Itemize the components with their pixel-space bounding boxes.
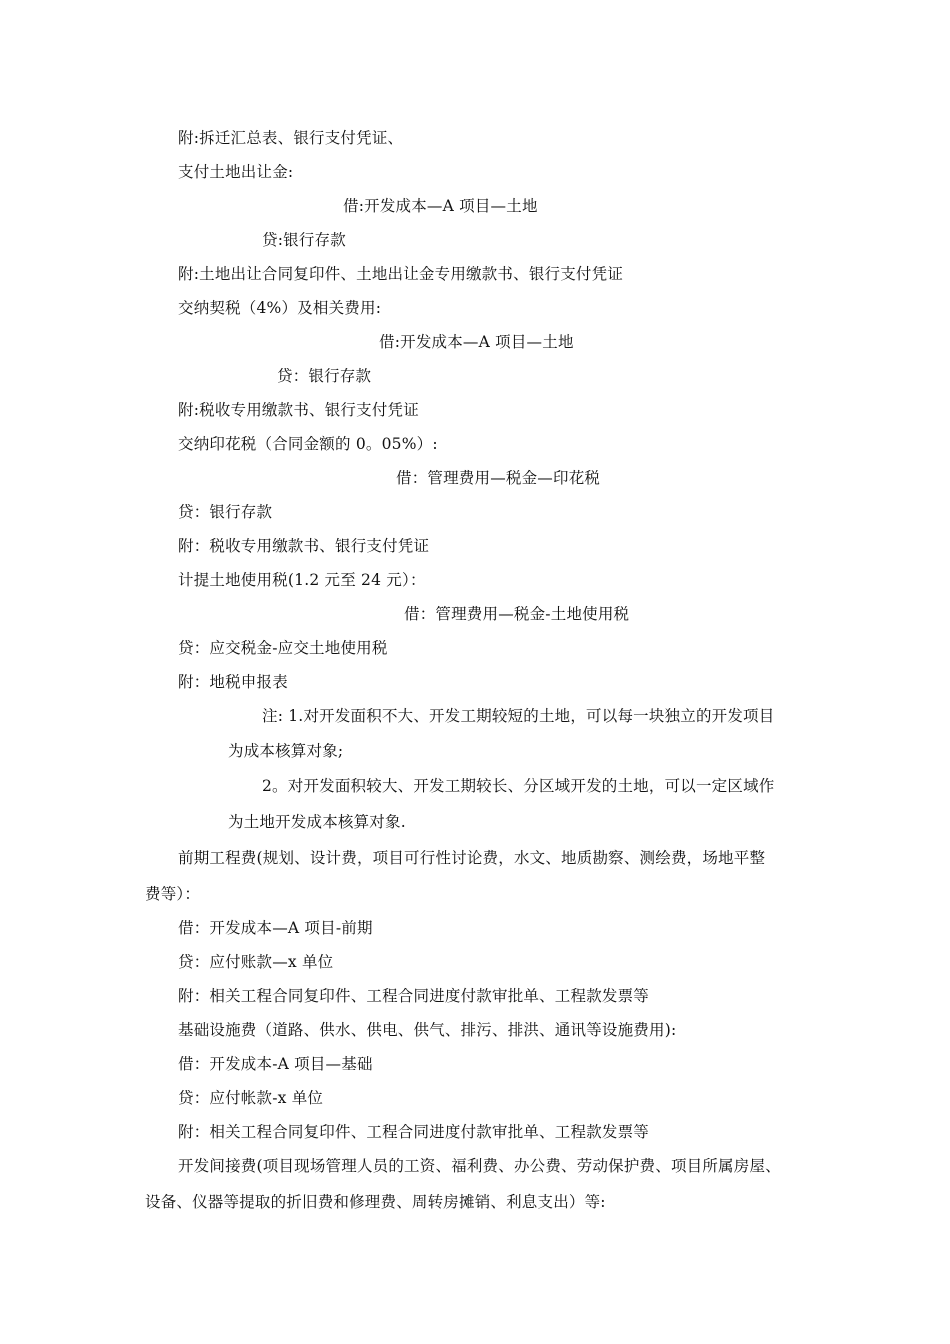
text-line: 设备、仪器等提取的折旧费和修理费、周转房摊销、利息支出）等: [145,1193,606,1211]
text-line: 贷：应付账款—x 单位 [178,953,334,971]
text-line: 借：开发成本-A 项目—基础 [178,1055,373,1073]
text-line: 交纳契税（4%）及相关费用: [178,299,382,317]
text-line: 贷:银行存款 [262,231,346,249]
text-line: 为成本核算对象; [228,742,344,760]
text-line: 附：相关工程合同复印件、工程合同进度付款审批单、工程款发票等 [178,1123,650,1141]
text-line: 计提土地使用税(1.2 元至 24 元）： [178,571,426,589]
text-line: 支付土地出让金: [178,163,294,181]
text-line: 贷：银行存款 [178,503,273,521]
text-line: 附：相关工程合同复印件、工程合同进度付款审批单、工程款发票等 [178,987,650,1005]
text-line: 附:土地出让合同复印件、土地出让金专用缴款书、银行支付凭证 [178,265,624,283]
text-line: 附：税收专用缴款书、银行支付凭证 [178,537,430,555]
text-line: 借：开发成本—A 项目-前期 [178,919,373,937]
text-line: 借：管理费用—税金—印花税 [396,469,601,487]
text-line: 前期工程费(规划、设计费，项目可行性讨论费，水文、地质勘察、测绘费，场地平整 [178,849,766,867]
text-line: 基础设施费（道路、供水、供电、供气、排污、排洪、通讯等设施费用): [178,1021,677,1039]
text-line: 借:开发成本—A 项目—土地 [379,333,574,351]
text-line: 附:拆迁汇总表、银行支付凭证、 [178,129,404,147]
text-line: 贷：应交税金-应交土地使用税 [178,639,388,657]
text-line: 注: 1.对开发面积不大、开发工期较短的土地，可以每一块独立的开发项目 [262,707,775,725]
text-line: 开发间接费(项目现场管理人员的工资、福利费、办公费、劳动保护费、项目所属房屋、 [178,1157,781,1175]
text-line: 交纳印花税（合同金额的 0。05%）: [178,435,438,453]
text-line: 借：管理费用—税金-土地使用税 [404,605,630,623]
text-line: 2。对开发面积较大、开发工期较长、分区域开发的土地，可以一定区域作 [262,777,775,795]
text-line: 附:税收专用缴款书、银行支付凭证 [178,401,419,419]
text-line: 借:开发成本—A 项目—土地 [343,197,538,215]
text-line: 贷：银行存款 [277,367,372,385]
text-line: 附：地税申报表 [178,673,288,691]
text-line: 费等）： [145,885,201,903]
text-line: 为土地开发成本核算对象. [228,813,406,831]
text-line: 贷：应付帐款-x 单位 [178,1089,324,1107]
